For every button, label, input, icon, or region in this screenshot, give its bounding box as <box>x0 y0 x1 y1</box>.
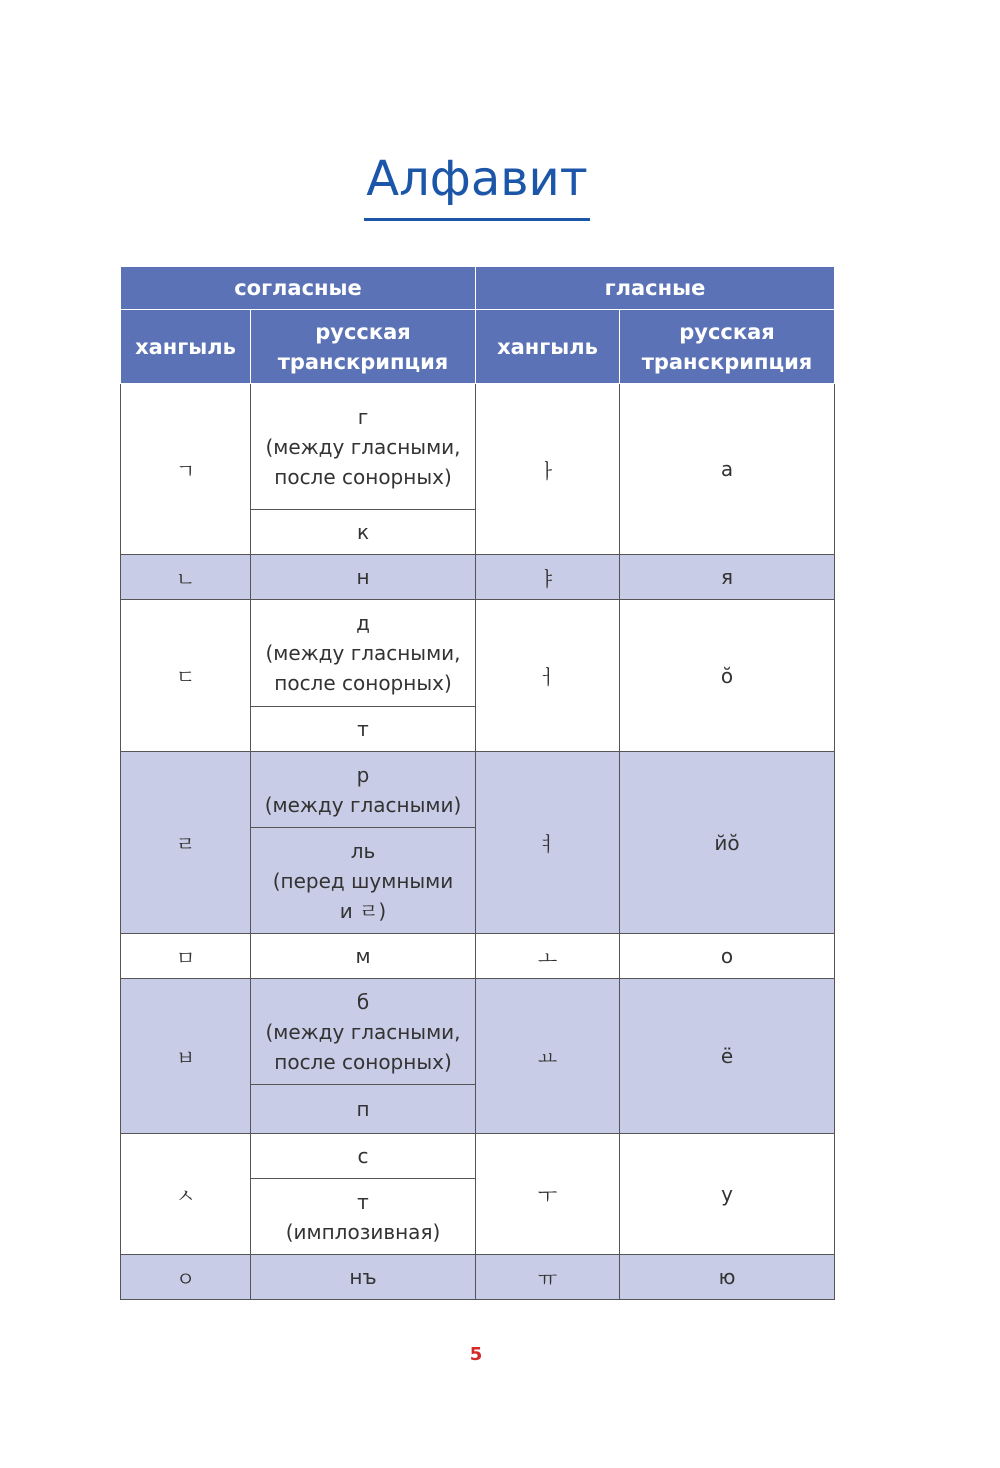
transcription-line: г <box>357 404 369 429</box>
transcription-line: нъ <box>349 1265 377 1289</box>
title-underline <box>364 218 590 221</box>
transcription-line: после сонорных) <box>274 1049 452 1074</box>
alphabet-table <box>120 266 835 1300</box>
vowel-transcription: ё <box>620 979 835 1134</box>
vowel-transcription: о <box>620 934 835 979</box>
vowel-hangul: ㅠ <box>476 1255 620 1300</box>
transcription-line: (между гласными) <box>264 792 462 817</box>
vowel-transcription: а <box>620 384 835 555</box>
consonant-transcription <box>251 707 476 752</box>
alphabet-table-body <box>121 384 835 1300</box>
vowel-transcription: у <box>620 1134 835 1255</box>
transcription-line: м <box>355 944 371 968</box>
consonant-transcription <box>251 752 476 828</box>
transcription-line: т <box>357 717 369 741</box>
transcription-line: ль <box>350 838 376 863</box>
transcription-line: после сонорных) <box>274 671 452 695</box>
transcription-line: с <box>357 1144 369 1168</box>
table-row <box>121 1255 835 1300</box>
transcription-line: д <box>356 611 370 635</box>
consonant-transcription <box>251 1179 476 1255</box>
consonant-hangul: ㄷ <box>121 600 251 752</box>
table-row <box>121 752 835 828</box>
vowels-header: гласные <box>476 267 835 310</box>
consonant-hangul: ㅇ <box>121 1255 251 1300</box>
consonants-header: согласные <box>121 267 476 310</box>
vowel-transcription: я <box>620 555 835 600</box>
transcription-line: б <box>356 989 370 1014</box>
consonant-transcription <box>251 555 476 600</box>
vowel-hangul: ㅏ <box>476 384 620 555</box>
page-title: Алфавит <box>366 151 588 207</box>
vowels-hangul-header: хангыль <box>476 310 620 384</box>
vowel-transcription: ю <box>620 1255 835 1300</box>
consonant-hangul: ㄱ <box>121 384 251 555</box>
table-row <box>121 934 835 979</box>
transcription-line: (между гласными, <box>265 434 461 459</box>
consonant-transcription <box>251 828 476 934</box>
vowel-hangul: ㅑ <box>476 555 620 600</box>
transcription-line: к <box>356 520 370 544</box>
consonant-transcription <box>251 1085 476 1134</box>
table-row <box>121 1134 835 1179</box>
transcription-line: р <box>356 762 370 787</box>
consonant-hangul: ㅂ <box>121 979 251 1134</box>
consonant-hangul: ㅅ <box>121 1134 251 1255</box>
vowel-hangul: ㅕ <box>476 752 620 934</box>
transcription-line: (перед шумными <box>272 868 454 893</box>
vowel-hangul: ㅓ <box>476 600 620 752</box>
transcription-line: (между гласными, <box>265 641 461 665</box>
vowel-transcription: ŏ <box>620 600 835 752</box>
consonant-transcription <box>251 1255 476 1300</box>
table-row <box>121 600 835 707</box>
table-row <box>121 979 835 1085</box>
vowel-transcription: йŏ <box>620 752 835 934</box>
consonant-hangul: ㄹ <box>121 752 251 934</box>
vowel-hangul: ㅜ <box>476 1134 620 1255</box>
consonant-transcription <box>251 384 476 510</box>
vowel-hangul: ㅛ <box>476 979 620 1134</box>
page-number: 5 <box>469 1344 483 1365</box>
transcription-line: (имплозивная) <box>285 1219 441 1244</box>
transcription-line: и ㄹ) <box>339 898 387 923</box>
table-row <box>121 555 835 600</box>
transcription-line: н <box>356 565 370 589</box>
vowels-transcription-header: русская транскрипция <box>620 310 835 384</box>
consonant-hangul: ㅁ <box>121 934 251 979</box>
transcription-line: (между гласными, <box>265 1019 461 1044</box>
table-row <box>121 384 835 510</box>
vowel-hangul: ㅗ <box>476 934 620 979</box>
consonant-transcription <box>251 510 476 555</box>
consonant-hangul: ㄴ <box>121 555 251 600</box>
transcription-line: после сонорных) <box>274 464 452 489</box>
transcription-line: п <box>356 1097 370 1121</box>
consonant-transcription <box>251 1134 476 1179</box>
consonant-transcription <box>251 979 476 1085</box>
consonant-transcription <box>251 600 476 707</box>
consonant-transcription <box>251 934 476 979</box>
consonants-hangul-header: хангыль <box>121 310 251 384</box>
transcription-line: т <box>357 1189 369 1214</box>
consonants-transcription-header: русская транскрипция <box>251 310 476 384</box>
